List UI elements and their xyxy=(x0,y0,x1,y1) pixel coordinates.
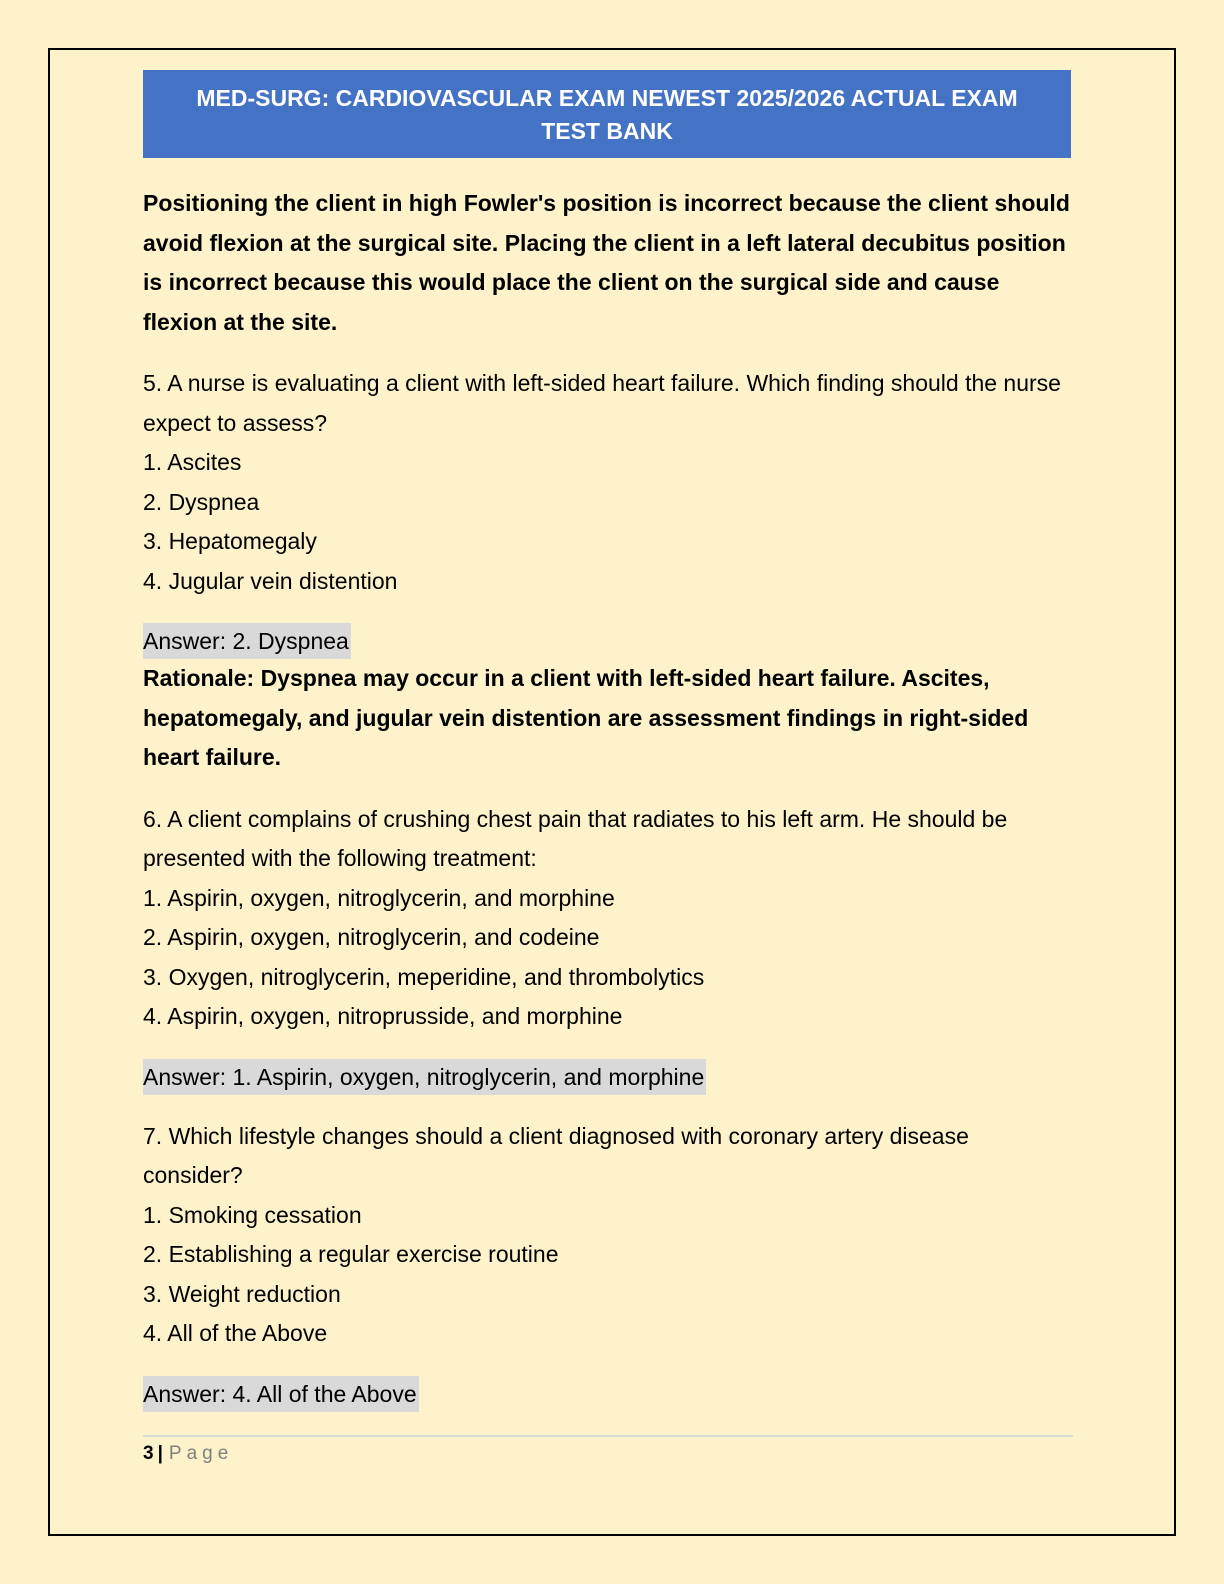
answer-highlight: Answer: 4. All of the Above xyxy=(143,1376,419,1412)
option: 2. Establishing a regular exercise routine xyxy=(143,1241,559,1267)
option: 4. Jugular vein distention xyxy=(143,567,398,594)
option: 3. Hepatomegaly xyxy=(143,528,317,554)
option: 3. Oxygen, nitroglycerin, meperidine, and thrombolytics xyxy=(143,963,705,990)
page-label: Page xyxy=(168,1443,234,1464)
intro-rationale: Positioning the client in high Fowler's position is incorrect because the client should avoid flexion at the surgical site. Placing the client in a left lateral decubitus position is incorrect because this would place the client on the surgical side and cause flexion at the site. xyxy=(143,190,1070,335)
page-content xyxy=(143,70,1071,1412)
answer-highlight: Answer: 1. Aspirin, oxygen, nitroglycerin, and morphine xyxy=(143,1059,706,1095)
question-7 xyxy=(143,1117,1071,1412)
question-6 xyxy=(143,800,1071,1095)
page-footer xyxy=(143,1442,233,1466)
option: 1. Aspirin, oxygen, nitroglycerin, and morphine xyxy=(143,884,615,911)
question-5 xyxy=(143,364,1071,778)
header-title-line1: MED-SURG: CARDIOVASCULAR EXAM NEWEST 2025/2026 ACTUAL EXAM xyxy=(196,85,1018,111)
question-stem: 6. A client complains of crushing chest pain that radiates to his left arm. He should be presented with the following treatment: xyxy=(143,805,1008,871)
header-title-line2: TEST BANK xyxy=(541,118,673,144)
page-header xyxy=(143,70,1071,158)
option: 2. Aspirin, oxygen, nitroglycerin, and codeine xyxy=(143,924,600,950)
option: 3. Weight reduction xyxy=(143,1280,341,1307)
page-number: 3 xyxy=(143,1443,154,1464)
question-stem: 7. Which lifestyle changes should a client diagnosed with coronary artery disease consider? xyxy=(143,1122,969,1188)
option: 4. All of the Above xyxy=(143,1320,328,1346)
option: 1. Ascites xyxy=(143,449,242,475)
option: 4. Aspirin, oxygen, nitroprusside, and morphine xyxy=(143,1003,623,1029)
option: 2. Dyspnea xyxy=(143,488,260,515)
question-stem: 5. A nurse is evaluating a client with left-sided heart failure. Which finding should the nurse expect to assess? xyxy=(143,370,1061,436)
option: 1. Smoking cessation xyxy=(143,1201,362,1228)
rationale: Rationale: Dyspnea may occur in a client with left-sided heart failure. Ascites, hepatomegaly, and jugular vein distention are assessment findings in right-sided heart failure. xyxy=(143,665,1029,770)
footer-divider xyxy=(143,1435,1073,1437)
answer-highlight: Answer: 2. Dyspnea xyxy=(143,623,351,659)
footer-separator: | xyxy=(157,1443,163,1464)
